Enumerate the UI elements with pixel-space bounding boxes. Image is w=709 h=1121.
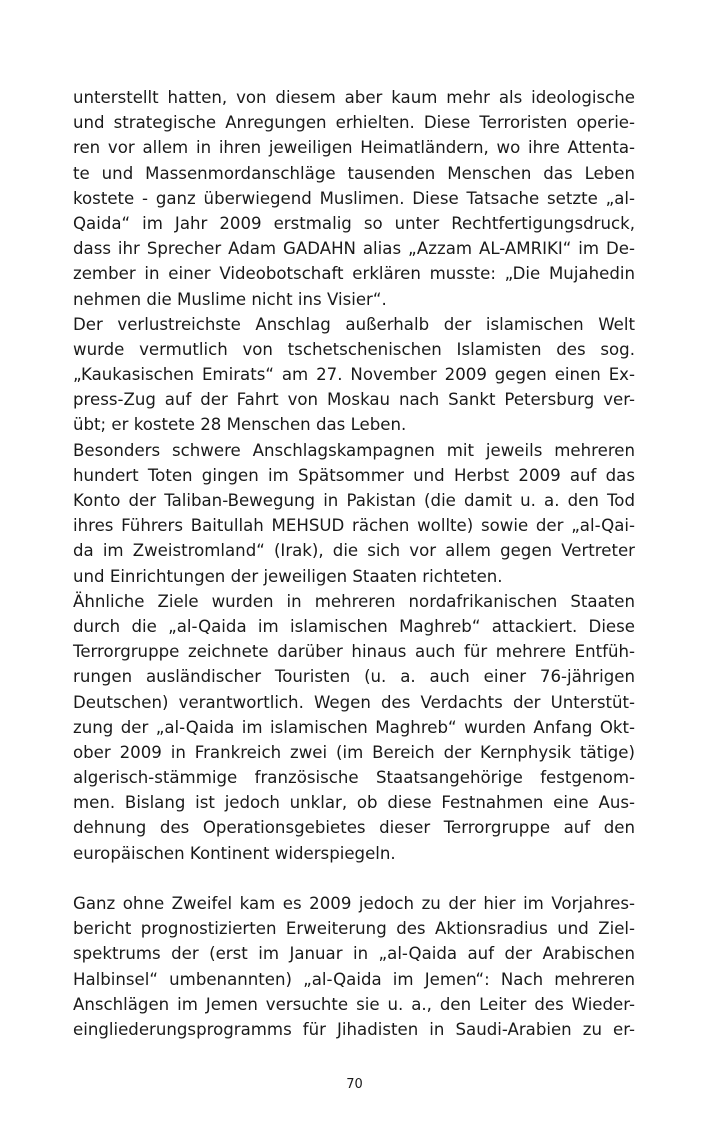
text-line: press-Zug auf der Fahrt von Moskau nach Sankt Petersburg ver- bbox=[73, 390, 635, 410]
text-line: dehnung des Operationsgebietes dieser Terrorgruppe auf den bbox=[73, 818, 635, 838]
text-line: Besonders schwere Anschlagskampagnen mit jeweils mehreren bbox=[73, 440, 635, 460]
text-line: algerisch-stämmige französische Staatsangehörige festgenom- bbox=[73, 768, 635, 788]
text-line: und strategische Anregungen erhielten. Diese Terroristen operie- bbox=[73, 113, 635, 133]
text-line: Qaida“ im Jahr 2009 erstmalig so unter Rechtfertigungsdruck, bbox=[73, 213, 635, 233]
text-line: und Einrichtungen der jeweiligen Staaten richteten. bbox=[73, 566, 503, 586]
text-line: te und Massenmordanschläge tausenden Menschen das Leben bbox=[73, 163, 635, 183]
text-line: ober 2009 in Frankreich zwei (im Bereich der Kernphysik tätige) bbox=[73, 742, 635, 762]
text-line: wurde vermutlich von tschetschenischen Islamisten des sog. bbox=[73, 339, 635, 359]
paragraph bbox=[73, 85, 635, 312]
text-line: bericht prognostizierten Erweiterung des Aktionsradius und Ziel- bbox=[73, 919, 635, 939]
paragraph bbox=[73, 891, 635, 1042]
text-line: durch die „al-Qaida im islamischen Maghreb“ attackiert. Diese bbox=[73, 616, 635, 636]
text-line: Ganz ohne Zweifel kam es 2009 jedoch zu der hier im Vorjahres- bbox=[73, 894, 635, 913]
paragraph-gap bbox=[73, 866, 635, 891]
text-line: rungen ausländischer Touristen (u. a. auch einer 76-jährigen bbox=[73, 667, 635, 687]
text-line: Ähnliche Ziele wurden in mehreren nordafrikanischen Staaten bbox=[73, 591, 635, 611]
paragraph bbox=[73, 438, 635, 589]
text-line: übt; er kostete 28 Menschen das Leben. bbox=[73, 415, 407, 435]
paragraph bbox=[73, 312, 635, 438]
text-line: zung der „al-Qaida im islamischen Maghreb“ wurden Anfang Okt- bbox=[73, 717, 635, 737]
text-line: unterstellt hatten, von diesem aber kaum mehr als ideologische bbox=[73, 88, 635, 107]
text-line: dass ihr Sprecher Adam GADAHN alias „Azzam AL-AMRIKI“ im De- bbox=[73, 239, 635, 259]
text-line: nehmen die Muslime nicht ins Visier“. bbox=[73, 289, 387, 309]
text-line: eingliederungsprogramms für Jihadisten in Saudi-Arabien zu er- bbox=[73, 1019, 635, 1039]
text-line: Der verlustreichste Anschlag außerhalb der islamischen Welt bbox=[73, 314, 635, 334]
text-line: ihres Führers Baitullah MEHSUD rächen wollte) sowie der „al-Qai- bbox=[73, 516, 635, 536]
text-line: da im Zweistromland“ (Irak), die sich vor allem gegen Vertreter bbox=[73, 541, 635, 561]
text-line: europäischen Kontinent widerspiegeln. bbox=[73, 843, 396, 863]
text-line: Anschlägen im Jemen versuchte sie u. a., den Leiter des Wieder- bbox=[73, 994, 635, 1014]
text-line: zember in einer Videobotschaft erklären musste: „Die Mujahedin bbox=[73, 264, 635, 284]
text-line: Terrorgruppe zeichnete darüber hinaus auch für mehrere Entfüh- bbox=[73, 642, 635, 662]
text-line: men. Bislang ist jedoch unklar, ob diese Festnahmen eine Aus- bbox=[73, 793, 635, 813]
body-text bbox=[73, 85, 635, 1042]
text-line: hundert Toten gingen im Spätsommer und Herbst 2009 auf das bbox=[73, 465, 635, 485]
text-line: spektrums der (erst im Januar in „al-Qaida auf der Arabischen bbox=[73, 944, 635, 964]
text-line: ren vor allem in ihren jeweiligen Heimatländern, wo ihre Attenta- bbox=[73, 138, 635, 158]
text-line: Deutschen) verantwortlich. Wegen des Verdachts der Unterstüt- bbox=[73, 692, 635, 712]
paragraph bbox=[73, 589, 635, 866]
text-line: Konto der Taliban-Bewegung in Pakistan (die damit u. a. den Tod bbox=[73, 491, 635, 510]
text-line: „Kaukasischen Emirats“ am 27. November 2009 gegen einen Ex- bbox=[73, 365, 635, 385]
text-line: kostete - ganz überwiegend Muslimen. Diese Tatsache setzte „al- bbox=[73, 188, 635, 208]
page-number: 70 bbox=[346, 1077, 363, 1092]
text-line: Halbinsel“ umbenannten) „al-Qaida im Jemen“: Nach mehreren bbox=[73, 969, 635, 989]
